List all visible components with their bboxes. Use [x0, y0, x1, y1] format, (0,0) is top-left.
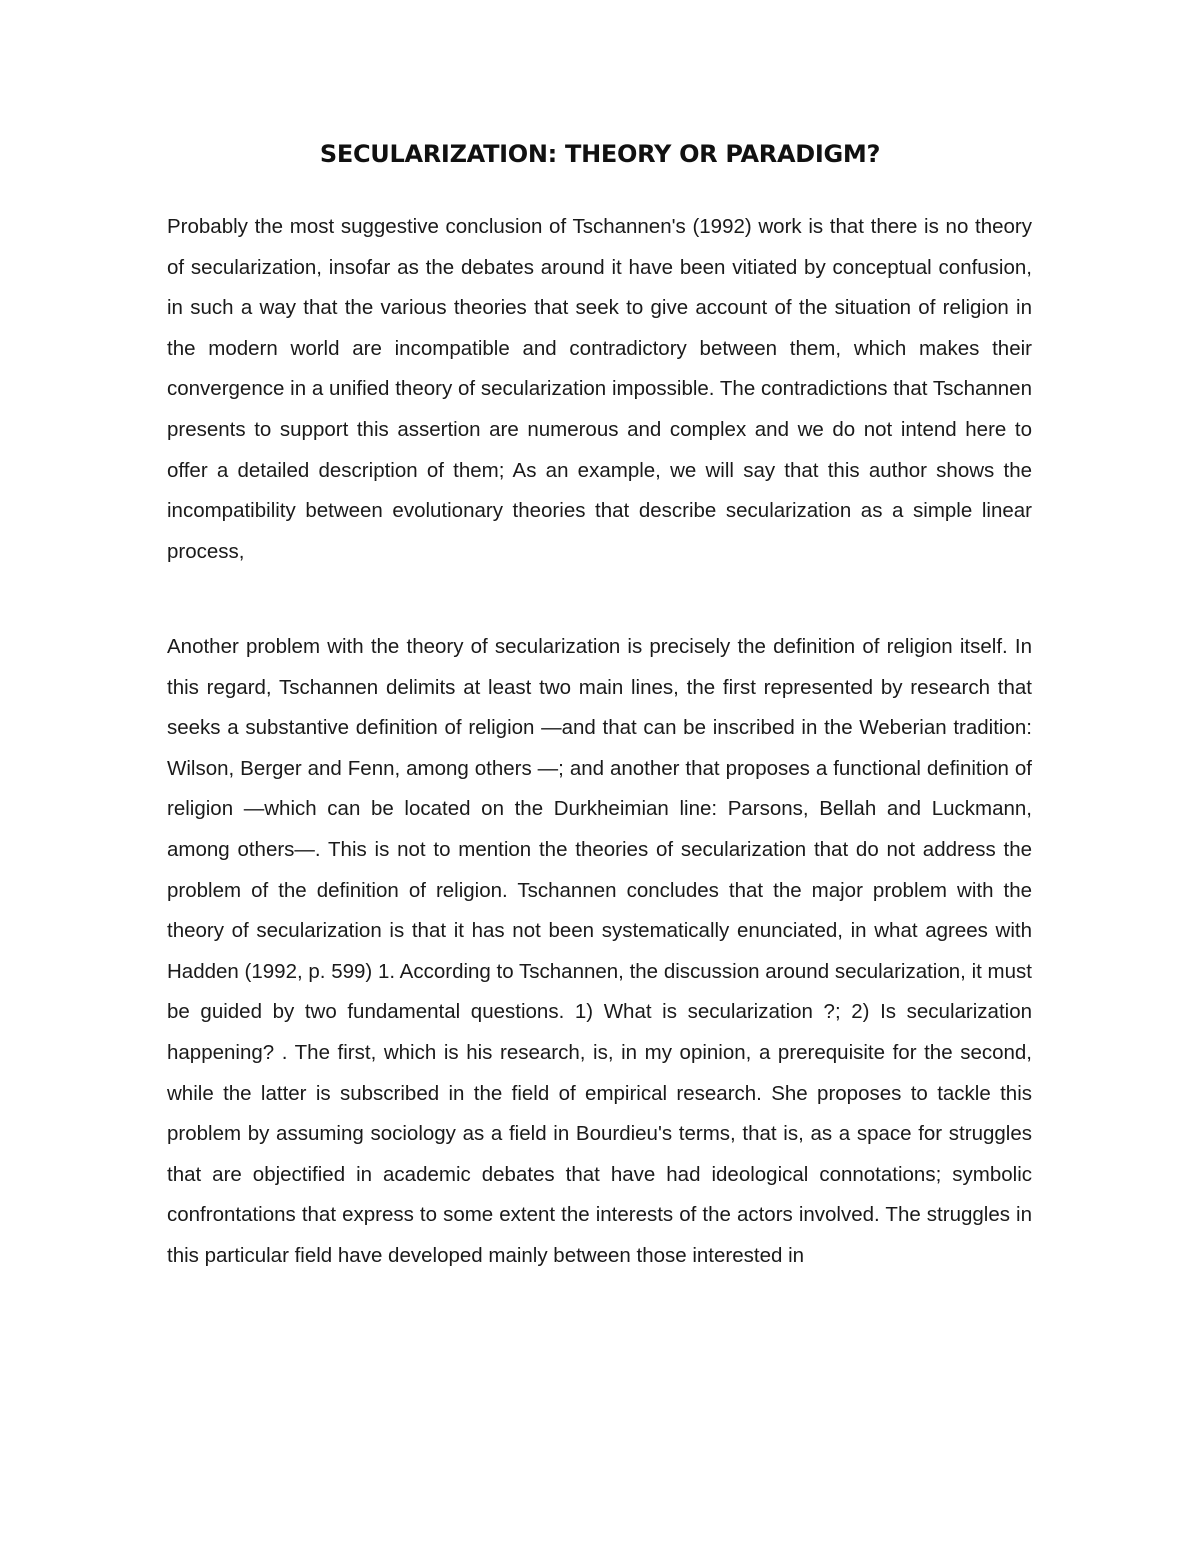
paragraph-2: Another problem with the theory of secularization is precisely the definition of religion itself. In this regard, Tschannen delimits at least two main lines, the first represented by research that seeks a substantive definition of religion —and that can be inscribed in the Weberian tradition: Wilson, Berger and Fenn, among others —; and another that proposes a functional definition of religion —which can be located on the Durkheimian line: Parsons, Bellah and Luckmann, among others—. This is not to mention the theories of secularization that do not address the problem of the definition of religion. Tschannen concludes that the major problem with the theory of secularization is that it has not been systematically enunciated, in what agrees with Hadden (1992, p. 599) 1. According to Tschannen, the discussion around secularization, it must be guided by two fundamental questions. 1) What is secularization ?; 2) Is secularization happening? . The first, which is his research, is, in my opinion, a prerequisite for the second, while the latter is subscribed in the field of empirical research. She proposes to tackle this problem by assuming sociology as a field in Bourdieu's terms, that is, as a space for struggles that are objectified in academic debates that have had ideological connotations; symbolic confrontations that express to some extent the interests of the actors involved. The struggles in this particular field have developed mainly between those interested in [167, 635, 1032, 1267]
page-title: SECULARIZATION: THEORY OR PARADIGM? [319, 140, 881, 168]
paragraph-1: Probably the most suggestive conclusion of Tschannen's (1992) work is that there is no theory of secularization, insofar as the debates around it have been vitiated by conceptual confusion, in such a way that the various theories that seek to give account of the situation of religion in the modern world are incompatible and contradictory between them, which makes their convergence in a unified theory of secularization impossible. The contradictions that Tschannen presents to support this assertion are numerous and complex and we do not intend here to offer a detailed description of them; As an example, we will say that this author shows the incompatibility between evolutionary theories that describe secularization as a simple linear process, [167, 215, 1032, 563]
